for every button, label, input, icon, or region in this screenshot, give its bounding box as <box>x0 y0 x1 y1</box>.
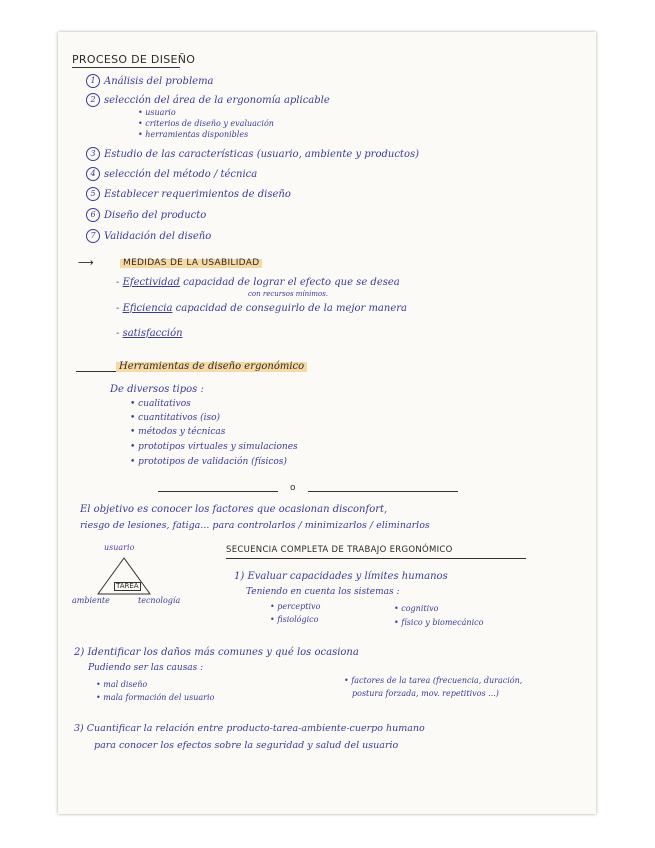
usability-item-effectiveness: - Efectividad capacidad de lograr el efecto que se desea <box>116 277 400 288</box>
step-number: 4 <box>86 167 100 181</box>
step-text: Diseño del producto <box>104 210 207 221</box>
title-underline <box>72 67 180 68</box>
step-number: 2 <box>86 93 100 107</box>
arrow-icon: ⟶ <box>78 256 94 269</box>
step-number: 1 <box>86 74 100 88</box>
tools-intro: De diversos tipos : <box>110 384 204 395</box>
divider-left <box>158 491 278 492</box>
tools-item: • métodos y técnicas <box>130 427 226 437</box>
step-2-sub-item: • herramientas disponibles <box>138 130 249 139</box>
sequence-step-3-sub: para conocer los efectos sobre la seguridad y salud del usuario <box>94 740 399 751</box>
step-5 <box>86 187 291 201</box>
step-1 <box>86 74 214 88</box>
usability-term: satisfacción <box>122 328 183 339</box>
tools-item: • prototipos de validación (físicos) <box>130 457 287 467</box>
tools-dash <box>76 371 116 372</box>
step-text: selección del área de la ergonomía aplicable <box>104 95 330 106</box>
sequence-step-1-item: • cognitivo <box>394 604 439 613</box>
step-2-sub-item: • criterios de diseño y evaluación <box>138 119 274 128</box>
usability-term: Eficiencia <box>122 303 173 314</box>
step-number: 6 <box>86 208 100 222</box>
objective-line-2: riesgo de lesiones, fatiga... para controlarlos / minimizarlos / eliminarlos <box>80 520 430 531</box>
sequence-step-2-right: postura forzada, mov. repetitivos ...) <box>352 689 499 698</box>
step-2-sub-item: • usuario <box>138 108 176 117</box>
step-number: 7 <box>86 229 100 243</box>
tools-heading: Herramientas de diseño ergonómico <box>116 362 307 372</box>
page-title: PROCESO DE DISEÑO <box>72 53 196 66</box>
tools-item: • cuantitativos (iso) <box>130 413 221 423</box>
triangle-label-top: usuario <box>104 543 135 552</box>
objective-line-1: El objetivo es conocer los factores que ocasionan disconfort, <box>80 504 388 515</box>
step-3 <box>86 147 419 161</box>
step-text: Validación del diseño <box>104 231 212 242</box>
step-text: Estudio de las características (usuario, ambiente y productos) <box>104 149 419 160</box>
sequence-step-3: 3) Cuantificar la relación entre producto-tarea-ambiente-cuerpo humano <box>74 723 425 734</box>
triangle-center-box: TAREA <box>116 582 139 590</box>
sequence-step-1-item: • físico y biomecánico <box>394 618 484 627</box>
sequence-step-1-sub: Teniendo en cuenta los sistemas : <box>246 587 400 597</box>
usability-item-satisfaction: - satisfacción <box>116 328 183 339</box>
step-6 <box>86 208 206 222</box>
sequence-step-1-item: • fisiológico <box>270 615 319 624</box>
divider-right <box>308 491 458 492</box>
step-text: Análisis del problema <box>104 76 214 87</box>
tools-item: • cualitativos <box>130 399 191 409</box>
step-4 <box>86 167 257 181</box>
usability-term: Efectividad <box>122 277 180 288</box>
sequence-step-2: 2) Identificar los daños más comunes y qué los ocasiona <box>74 647 359 658</box>
triangle-diagram <box>94 554 154 598</box>
step-number: 5 <box>86 187 100 201</box>
sequence-step-2-item: • mala formación del usuario <box>96 693 215 702</box>
tools-item: • prototipos virtuales y simulaciones <box>130 442 298 452</box>
sequence-step-1: 1) Evaluar capacidades y límites humanos <box>234 571 448 582</box>
usability-heading: MEDIDAS DE LA USABILIDAD <box>120 259 262 268</box>
sequence-step-2-sub: Pudiendo ser las causas : <box>88 663 204 673</box>
usability-text: capacidad de conseguirlo de la mejor manera <box>175 303 407 314</box>
sequence-step-2-right: • factores de la tarea (frecuencia, duración, <box>344 676 523 685</box>
usability-item-efficiency: - Eficiencia capacidad de conseguirlo de la mejor manera <box>116 303 407 314</box>
divider-mark: o <box>290 483 296 493</box>
sequence-underline <box>226 558 526 559</box>
usability-extra: con recursos mínimos. <box>248 290 329 298</box>
sequence-step-2-item: • mal diseño <box>96 680 148 689</box>
notebook-page <box>58 32 596 814</box>
step-number: 3 <box>86 147 100 161</box>
triangle-label-right: tecnología <box>138 596 181 605</box>
sequence-step-1-item: • perceptivo <box>270 602 321 611</box>
step-text: selección del método / técnica <box>104 169 258 180</box>
step-text: Establecer requerimientos de diseño <box>104 189 291 200</box>
triangle-label-left: ambiente <box>72 596 110 605</box>
step-2 <box>86 93 330 107</box>
usability-text: capacidad de lograr el efecto que se desea <box>183 277 400 288</box>
step-7 <box>86 229 211 243</box>
sequence-heading: SECUENCIA COMPLETA DE TRABAJO ERGONÓMICO <box>226 545 453 555</box>
